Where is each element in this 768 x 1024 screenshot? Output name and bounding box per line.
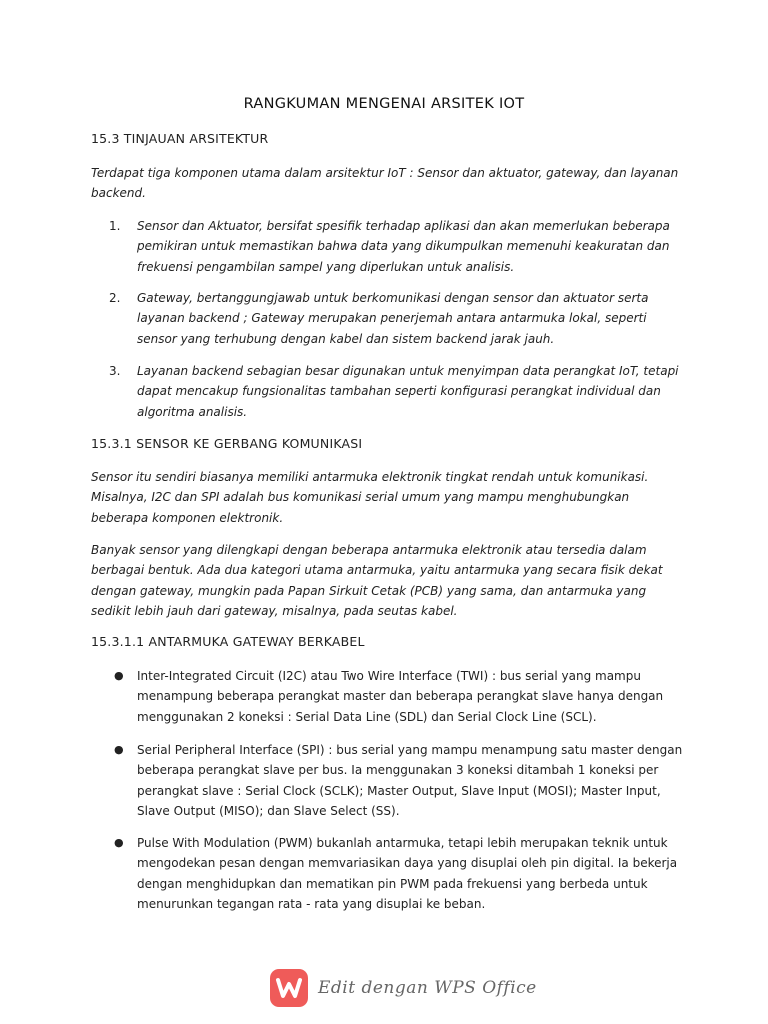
document-title: RANGKUMAN MENGENAI ARSITEK IOT (243, 96, 525, 112)
bullet-icon: ● (114, 743, 124, 756)
wps-edit-banner[interactable] (270, 968, 537, 1008)
list-item-text: Gateway, bertanggungjawab untuk berkomunikasi dengan sensor dan aktuator serta layanan backend ; Gateway merupakan penerjemah antara antarmuka lokal, seperti sensor yang terhubung dengan kabel dan sistem backend jarak jauh. (137, 291, 649, 346)
edit-with-wps-link[interactable]: Edit dengan WPS Office (318, 978, 537, 998)
bullet-icon: ● (114, 669, 124, 682)
bullet-icon: ● (114, 836, 124, 849)
list-item-text: Layanan backend sebagian besar digunakan untuk menyimpan data perangkat IoT, tetapi dapat mencakup fungsionalitas tambahan seperti konfigurasi perangkat individual dan algoritma analisis. (137, 364, 679, 419)
paragraph: Sensor itu sendiri biasanya memiliki antarmuka elektronik tingkat rendah untuk komunikasi. Misalnya, I2C dan SPI adalah bus komunikasi serial umum yang mampu menghubungkan beberapa komponen elektronik. (91, 470, 649, 525)
section-heading-antarmuka: 15.3.1.1 ANTARMUKA GATEWAY BERKABEL (91, 634, 365, 649)
list-number: 1. (109, 219, 121, 233)
section-heading-tinjauan: 15.3 TINJAUAN ARSITEKTUR (91, 131, 269, 146)
bullet-item-text: Inter-Integrated Circuit (I2C) atau Two Wire Interface (TWI) : bus serial yang mampu menampung beberapa perangkat master dan beberapa perangkat slave hanya dengan menggunakan 2 koneksi : Serial Data Line (SDL) dan Serial Clock Line (SCL). (137, 669, 664, 724)
paragraph: Banyak sensor yang dilengkapi dengan beberapa antarmuka elektronik atau tersedia dalam berbagai bentuk. Ada dua kategori utama antarmuka, yaitu antarmuka yang secara fisik dekat dengan gateway, mungkin pada Papan Sirkuit Cetak (PCB) yang sama, dan antarmuka yang sedikit lebih jauh dari gateway, misalnya, pada seutas kabel. (91, 543, 663, 618)
list-number: 2. (109, 291, 121, 305)
list-number: 3. (109, 364, 121, 378)
section-heading-sensor: 15.3.1 SENSOR KE GERBANG KOMUNIKASI (91, 436, 363, 451)
intro-paragraph: Terdapat tiga komponen utama dalam arsitektur IoT : Sensor dan aktuator, gateway, dan layanan backend. (91, 166, 679, 201)
bullet-item-text: Pulse With Modulation (PWM) bukanlah antarmuka, tetapi lebih merupakan teknik untuk mengodekan pesan dengan memvariasikan daya yang disuplai oleh pin digital. Ia bekerja dengan menghidupkan dan mematikan pin PWM pada frekuensi yang berbeda untuk menurunkan tegangan rata - rata yang disuplai ke beban. (137, 836, 678, 911)
wps-office-logo-icon (270, 969, 308, 1007)
bullet-item-text: Serial Peripheral Interface (SPI) : bus serial yang mampu menampung satu master dengan beberapa perangkat slave per bus. Ia menggunakan 3 koneksi ditambah 1 koneksi per perangkat slave : Serial Clock (SCLK); Master Output, Slave Input (MOSI); Master Input, Slave Output (MISO); dan Slave Select (SS). (137, 743, 683, 818)
list-item-text: Sensor dan Aktuator, bersifat spesifik terhadap aplikasi dan akan memerlukan beberapa pemikiran untuk memastikan bahwa data yang dikumpulkan memenuhi keakuratan dan frekuensi pengambilan sampel yang diperlukan untuk analisis. (137, 219, 670, 274)
